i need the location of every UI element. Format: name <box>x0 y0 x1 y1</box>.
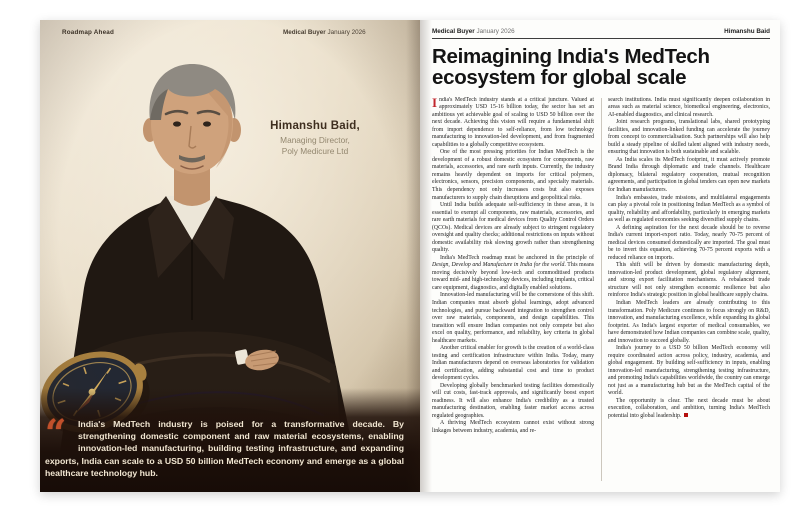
article-paragraph: This shift will be driven by domestic manufacturing depth, innovation-led product development, global regulatory alignment, and strong export facilitation mechanisms. A rebalanced trade structure will not only strengthen economic resilience but also reinforce India's strategic position in global healthcare supply chains. <box>608 262 770 299</box>
article-paragraph: India's MedTech industry stands at a critical juncture. Valued at approximately USD 15-16 billion today, the sector has set an ambitious yet achievable goal of scaling to USD 50 billion over the next decade. Achieving this vision will require a fundamental shift from import dependence to self-reliance, from low technology manufacturing to innovation-led development, and from fragmented capabilities to a globally competitive ecosystem. <box>432 96 594 148</box>
left-page <box>40 20 420 492</box>
article-paragraph: Developing globally benchmarked testing facilities domestically will cut costs, fast-track approvals, and significantly boost export readiness. It will also enhance India's credibility as a trusted manufacturing destination, enabling faster market access across regulated geographies. <box>432 382 594 419</box>
person-byline-block <box>240 120 390 157</box>
column-divider <box>601 98 602 481</box>
article-column-1 <box>432 97 594 489</box>
drop-cap: I <box>432 96 438 110</box>
article-paragraph: A defining aspiration for the next decade should be to reverse India's current import-export ratio. Today, nearly 70-75 percent of medical devices consumed domestically are imported. The goal must be to invert this equation, achieving 70-75 percent exports with a reduced reliance on imports. <box>608 224 770 261</box>
article-body <box>432 97 770 489</box>
author-running-head: Himanshu Baid <box>724 28 770 35</box>
article-paragraph: Until India builds adequate self-sufficiency in these areas, it is essential to exempt all components, raw materials, accessories, and rare earth materials for medical devices from Quality Control Orders (QCOs). Medical devices are already subject to stringent regulatory oversight and quality checks; additional restrictions on inputs without domestic availability risk slowing growth rather than strengthening quality. <box>432 202 594 254</box>
right-page-folio: Medical Buyer January 2026 <box>432 28 515 35</box>
article-paragraph: search institutions. India must significantly deepen collaboration in areas such as material science, biomedical engineering, electronics, AI-enabled diagnostics, and clinical research. <box>608 96 770 118</box>
pull-quote-text: India's MedTech industry is poised for a transformative decade. By strengthening domestic component and raw material ecosystems, enabling innovation-led manufacturing, building testing infrastructure, and expanding exports, India can scale to a USD 50 billion MedTech economy and emerge as a global healthcare technology hub. <box>45 419 404 478</box>
article-end-mark <box>684 413 688 417</box>
article-paragraph: Indian MedTech leaders are already contributing to this transformation. Poly Medicure continues to focus strongly on R&D, innovation, and manufacturing excellence, while expanding its global footprint. As India's largest exporter of medical consumables, we have demonstrated how Indian companies can combine scale, quality, and innovation to succeed globally. <box>608 299 770 344</box>
right-page-header <box>432 28 770 35</box>
article-paragraph: As India scales its MedTech footprint, it must actively promote Brand India through diplomatic and trade channels. Healthcare diplomacy, bilateral regulatory cooperation, mutual recognition agreements, and participation in global tenders can open new markets for Indian manufacturers. <box>608 156 770 193</box>
article-paragraph: The opportunity is clear. The next decade must be about execution, collaboration, and ambition, turning India's MedTech potential into global leadership. <box>608 397 770 419</box>
pull-quote-band <box>40 388 420 492</box>
magazine-spread <box>40 20 780 492</box>
left-page-folio: Medical Buyer January 2026 <box>283 29 366 36</box>
section-label: Roadmap Ahead <box>62 29 115 36</box>
article-paragraph: Another critical enabler for growth is the creation of a world-class testing and certification infrastructure within India. Today, many Indian manufacturers depend on overseas laboratories for validation and certification, adding substantial cost and time to product development cycles. <box>432 345 594 382</box>
opening-quote-icon: “ <box>45 411 67 455</box>
article-paragraph: Joint research programs, translational labs, shared prototyping facilities, and innovation-linked funding can accelerate the journey from concept to commercialisation. Such partnerships will also help build a steady pipeline of skilled talent aligned with industry needs, ensuring that innovation is both sustainable and scalable. <box>608 119 770 156</box>
right-page <box>420 20 780 492</box>
person-name: Himanshu Baid, <box>270 120 360 132</box>
article-paragraph: India's embassies, trade missions, and multilateral engagements can play a pivotal role in positioning Indian MedTech as a symbol of quality, reliability and affordability, particularly in emerging markets as well as regulated economies seeking diversified supply chains. <box>608 194 770 224</box>
article-column-2 <box>608 97 770 489</box>
article-paragraph: A thriving MedTech ecosystem cannot exist without strong linkages between industry, academia, and re- <box>432 420 594 434</box>
article-title: Reimagining India's MedTech ecosystem for global scale <box>432 45 710 90</box>
person-role: Managing Director, Poly Medicure Ltd <box>280 134 350 156</box>
person-company: Poly Medicure Ltd <box>281 145 349 156</box>
article-paragraph: One of the most pressing priorities for Indian MedTech is the development of a robust domestic ecosystem for components, raw materials, accessories, and rare earth inputs. Currently, the industry remains heavily dependent on imports for critical polymers, electronics, sensors, precision components, and specialty materials. This dependency not only increases costs but also exposes manufacturers to supply chain disruptions and geopolitical risks. <box>432 149 594 201</box>
article-paragraph: India's MedTech roadmap must be anchored in the principle of Design, Develop and Manufacture in India for the world. This means moving decisively beyond low-tech and commoditised products toward mid- and high-technology devices, including implants, critical care equipment, diagnostics, and digitally enabled solutions. <box>432 254 594 291</box>
article-paragraph: India's journey to a USD 50 billion MedTech economy will require coordinated action across policy, industry, academia, and global engagement. By building self-sufficiency in inputs, enabling innovation-led manufacturing, strengthening testing infrastructure, and promoting India's capabilities worldwide, the country can emerge not just as a manufacturing hub but as the MedTech capital of the world. <box>608 345 770 397</box>
header-rule <box>432 38 770 39</box>
article-paragraph: Innovation-led manufacturing will be the cornerstone of this shift. Indian companies must absorb global learnings, adopt advanced technologies, and pursue backward integration to strengthen control over raw materials, components, and design capabilities. This transition will ensure Indian companies not only compete but also excel on quality, performance, and reliability, key criteria in global healthcare markets. <box>432 292 594 344</box>
left-page-header <box>40 29 420 39</box>
